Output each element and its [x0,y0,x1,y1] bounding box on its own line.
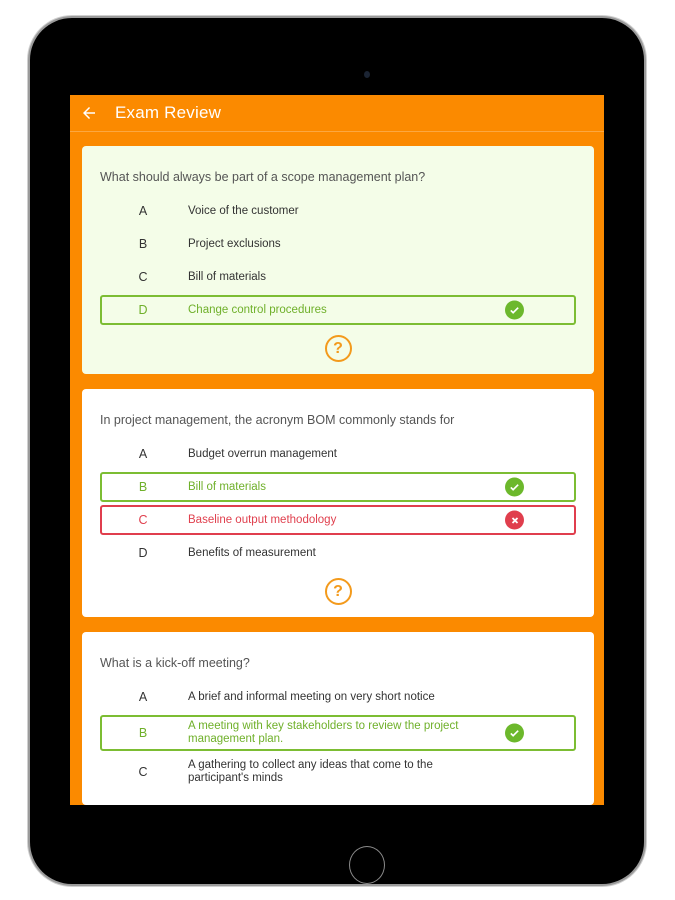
option-b[interactable] [100,229,576,259]
check-icon [505,478,524,497]
option-c[interactable] [100,505,576,535]
option-a[interactable] [100,196,576,226]
arrow-left-icon[interactable] [80,104,98,122]
option-d[interactable] [100,538,576,568]
option-d[interactable] [100,295,576,325]
option-letter: B [138,480,148,494]
option-b[interactable] [100,472,576,502]
help-button[interactable]: ? [325,335,352,362]
option-letter: C [138,765,148,779]
question-list[interactable] [70,132,604,805]
close-icon [505,511,524,530]
option-text: A gathering to collect any ideas that come to the participant's minds [188,759,433,784]
option-text: Benefits of measurement [188,546,316,559]
option-letter: A [138,204,148,218]
option-text: Budget overrun management [188,447,337,460]
option-letter: B [138,237,148,251]
option-text: Voice of the customer [188,204,299,217]
option-b[interactable] [100,715,576,751]
question-text: What should always be part of a scope management plan? [100,170,426,184]
question-card [82,389,594,617]
question-text: In project management, the acronym BOM commonly stands for [100,413,455,427]
question-text: What is a kick-off meeting? [100,656,250,670]
check-icon [505,301,524,320]
option-letter: D [138,303,148,317]
app-bar [70,95,604,132]
page-title: Exam Review [115,103,222,122]
option-letter: D [138,546,148,560]
option-c[interactable] [100,754,576,790]
option-text: A brief and informal meeting on very short notice [188,690,435,703]
option-a[interactable] [100,682,576,712]
question-card [82,146,594,374]
option-text: Change control procedures [188,303,327,316]
option-letter: C [138,513,148,527]
option-text: Project exclusions [188,237,281,250]
option-text: A meeting with key stakeholders to review the project management plan. [188,720,459,745]
help-button[interactable]: ? [325,578,352,605]
check-icon [505,724,524,743]
option-letter: B [138,726,148,740]
camera-icon [364,71,370,78]
question-card [82,632,594,805]
option-c[interactable] [100,262,576,292]
option-text: Bill of materials [188,270,266,283]
option-letter: C [138,270,148,284]
option-a[interactable] [100,439,576,469]
app-screen [70,95,604,805]
option-letter: A [138,690,148,704]
home-button[interactable] [349,846,385,884]
option-text: Baseline output methodology [188,513,337,526]
option-text: Bill of materials [188,480,266,493]
option-letter: A [138,447,148,461]
